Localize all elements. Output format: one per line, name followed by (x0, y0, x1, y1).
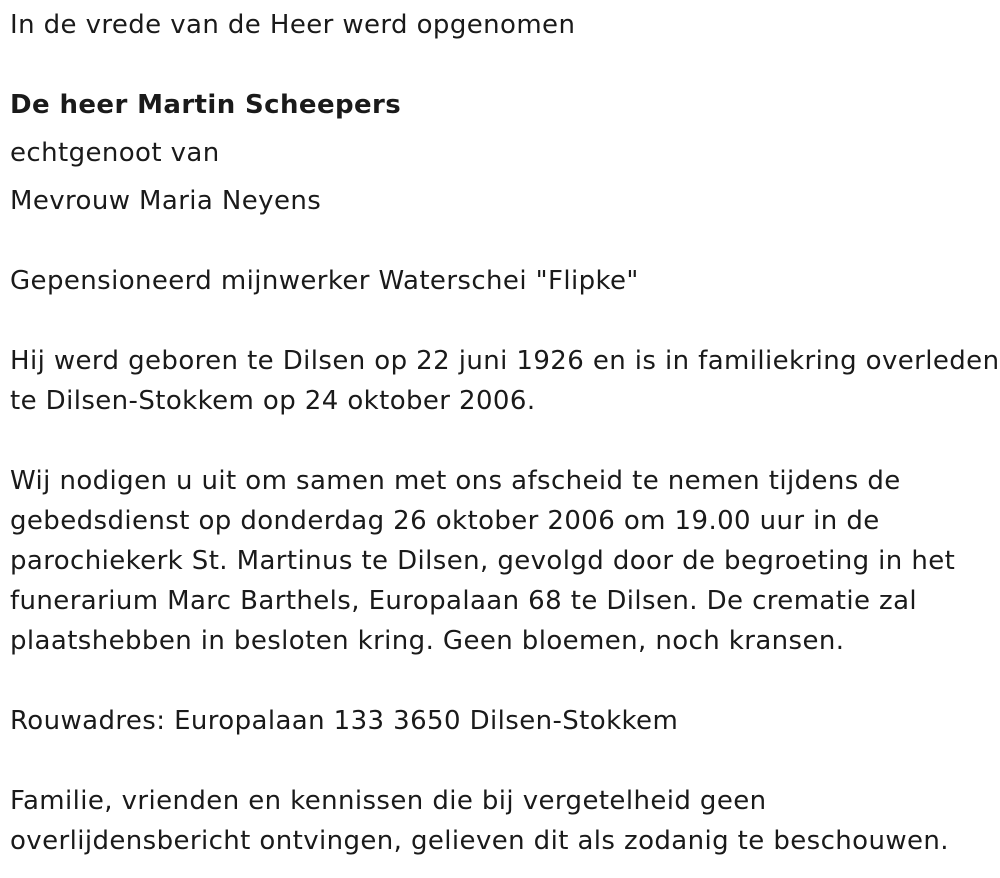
invitation-paragraph (10, 461, 990, 661)
relation-text: echtgenoot van (10, 138, 220, 168)
notice-line: Familie, vrienden en kennissen die bij vergetelheid geen (10, 786, 767, 816)
birth-death-line: Hij werd geboren te Dilsen op 22 juni 1926 en is in familiekring overleden (10, 346, 1000, 376)
intro-text: In de vrede van de Heer werd opgenomen (10, 10, 576, 40)
mourning-address: Rouwadres: Europalaan 133 3650 Dilsen-Stokkem (10, 706, 679, 736)
invitation-line: parochiekerk St. Martinus te Dilsen, gevolgd door de begroeting in het (10, 546, 956, 576)
birth-death-line: te Dilsen-Stokkem op 24 oktober 2006. (10, 386, 536, 416)
birth-death-paragraph (10, 341, 1000, 421)
deceased-block (10, 85, 990, 221)
invitation-line: plaatshebben in besloten kring. Geen bloemen, noch kransen. (10, 626, 845, 656)
notice-paragraph (10, 781, 990, 861)
occupation-text: Gepensioneerd mijnwerker Waterschei "Flipke" (10, 266, 639, 296)
invitation-line: gebedsdienst op donderdag 26 oktober 2006 om 19.00 uur in de (10, 506, 880, 536)
notice-line: overlijdensbericht ontvingen, gelieven dit als zodanig te beschouwen. (10, 826, 949, 856)
invitation-line: Wij nodigen u uit om samen met ons afscheid te nemen tijdens de (10, 466, 901, 496)
deceased-name: De heer Martin Scheepers (10, 90, 402, 120)
invitation-line: funerarium Marc Barthels, Europalaan 68 te Dilsen. De crematie zal (10, 586, 918, 616)
spouse-name: Mevrouw Maria Neyens (10, 186, 322, 216)
